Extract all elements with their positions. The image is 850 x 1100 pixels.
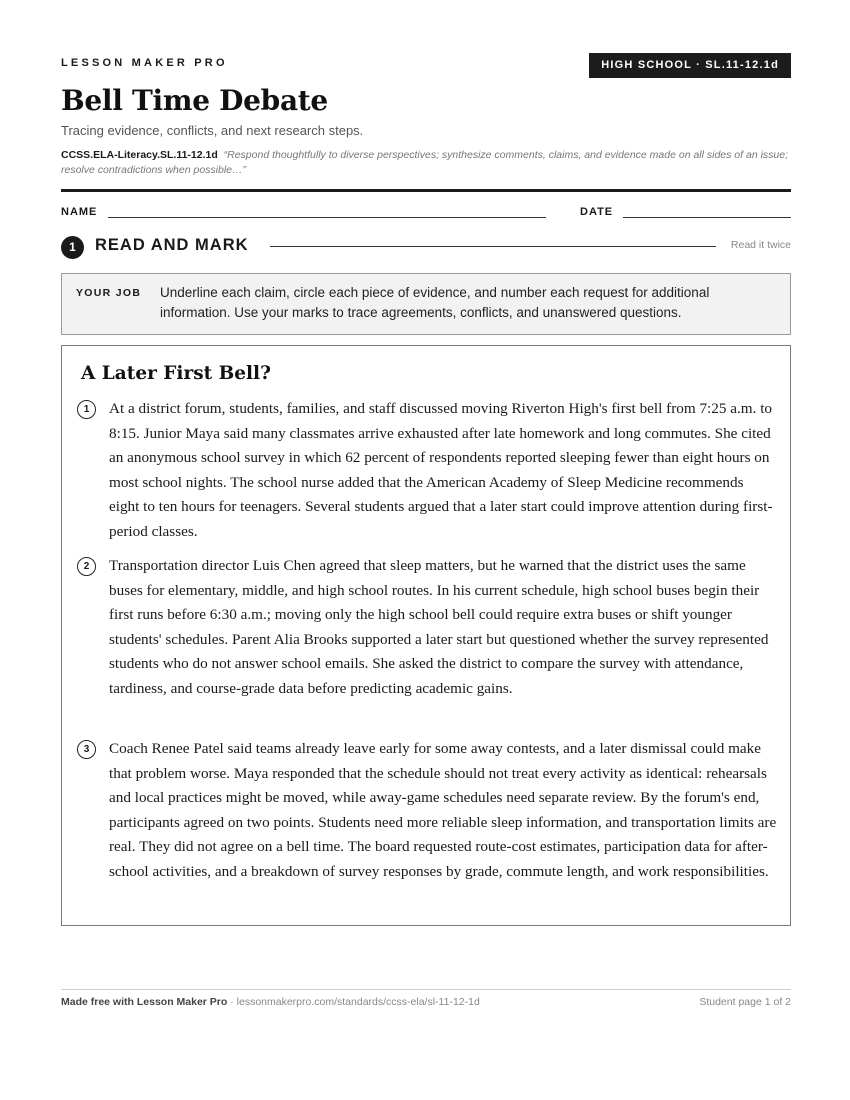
grade-standard-badge: HIGH SCHOOL · SL.11-12.1d: [589, 53, 791, 78]
page-subtitle: Tracing evidence, conflicts, and next research steps.: [61, 123, 364, 138]
footer-page-number: Student page 1 of 2: [699, 996, 791, 1008]
name-label: NAME: [61, 206, 98, 218]
section-note: Read it twice: [730, 239, 791, 251]
page-title: Bell Time Debate: [61, 84, 328, 117]
instructions-text: Underline each claim, circle each piece of evidence, and number each request for additional information. Use your marks to trace agreements, conflicts, and unanswered questions.: [160, 285, 710, 320]
instructions-box: [61, 273, 791, 335]
date-label: DATE: [580, 206, 614, 218]
footer-divider: [61, 989, 791, 990]
paragraph-number: 3: [77, 740, 96, 759]
paragraph-text: Coach Renee Patel said teams already leave early for some away contests, and a later dismissal could make that problem worse. Maya responded that the schedule should not treat every activity as identical: rehearsals and local practices might be moved, while away-game schedules need separate review. By the forum's end, participants agreed on two points. Students need more reliable sleep information, and transportation limits are real. They did not agree on a bell time. The board requested route-cost estimates, participation data for after-school activities, and a breakdown of survey responses by grade, commute length, and work responsibilities.: [109, 740, 777, 880]
brand-name: LESSON MAKER PRO: [61, 57, 228, 69]
paragraph-text: Transportation director Luis Chen agreed that sleep matters, but he warned that the district uses the same buses for elementary, middle, and high school routes. In his current schedule, high school buses begin their first runs before 6:30 a.m.; moving only the high school bell could require extra buses or shift younger students' schedules. Parent Alia Brooks supported a later start but questioned whether the survey represented students who do not answer school emails. She asked the district to compare the survey with attendance, tardiness, and course-grade data before predicting academic gains.: [109, 557, 769, 697]
paragraph-text: At a district forum, students, families, and staff discussed moving Riverton High's first bell from 7:25 a.m. to 8:15. Junior Maya said many classmates arrive exhausted after late homework and long commutes. She cited an anonymous school survey in which 62 percent of respondents reported sleeping fewer than eight hours on most school nights. The school nurse added that the American Academy of Sleep Medicine recommends eight to ten hours for teenagers. Several students argued that a later start could improve attention during first-period classes.: [109, 400, 773, 540]
section-divider: [270, 246, 716, 247]
footer-made-with: Made free with Lesson Maker Pro: [61, 996, 228, 1008]
paragraph-number: 2: [77, 557, 96, 576]
standard-description: [61, 148, 791, 178]
paragraph-number: 1: [77, 400, 96, 419]
standard-code: CCSS.ELA-Literacy.SL.11-12.1d: [61, 149, 218, 161]
section-number-badge: 1: [61, 236, 84, 259]
header-divider: [61, 189, 791, 192]
standard-quote: “Respond thoughtfully to diverse perspectives; synthesize comments, claims, and evidence made on all sides of an issue; resolve contradictions when possible…”: [61, 149, 788, 176]
footer-url: · lessonmakerpro.com/standards/ccss-ela/sl-11-12-1d: [227, 996, 480, 1008]
name-field-line[interactable]: [108, 217, 546, 218]
date-field-line[interactable]: [623, 217, 791, 218]
reading-title: A Later First Bell?: [81, 363, 271, 384]
footer-credit: [61, 996, 480, 1008]
instructions-label: YOUR JOB: [76, 287, 142, 299]
reading-passage-box: [61, 345, 791, 926]
section-title: READ AND MARK: [95, 236, 249, 254]
